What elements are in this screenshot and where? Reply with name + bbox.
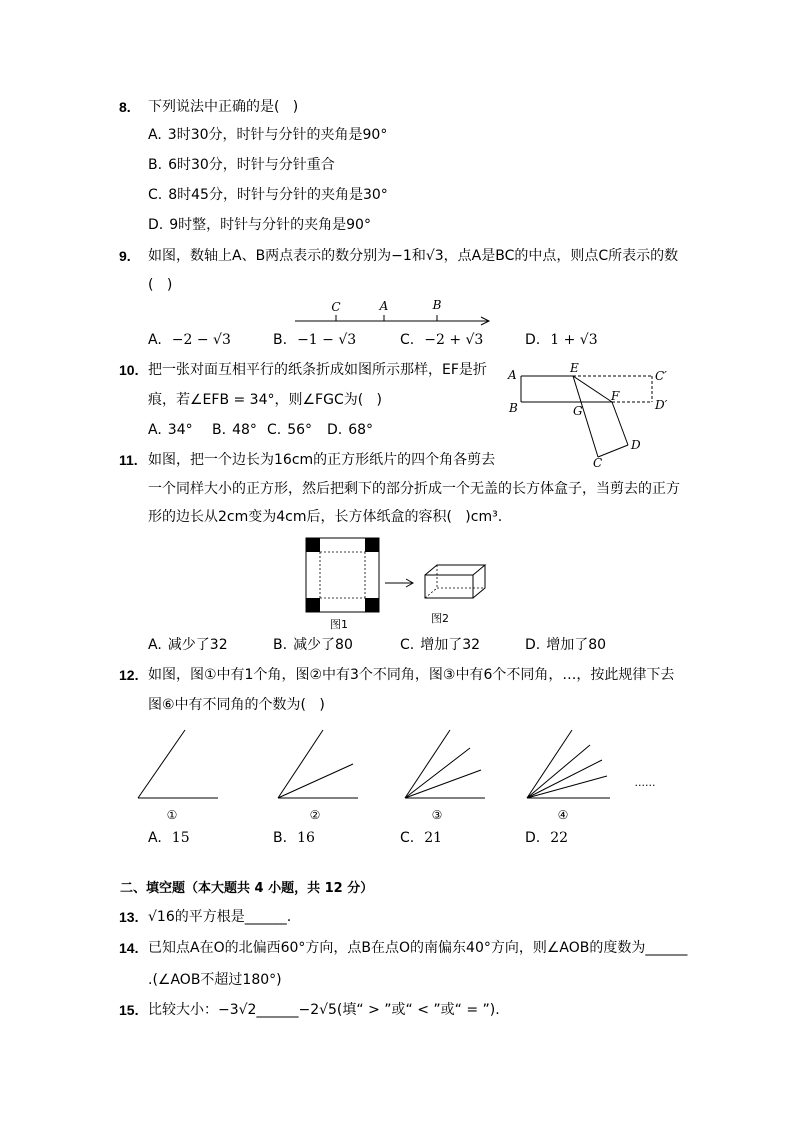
q11-stem-line1: 如图，把一个边长为16cm的正方形纸片的四个角各剪去 [148, 452, 496, 468]
option-text: −2 + √3 [424, 332, 484, 348]
option-letter: C. [267, 422, 282, 438]
option-letter: D. [525, 830, 541, 846]
option-text: 3时30分，时针与分针的夹角是90° [167, 127, 388, 143]
q13-stem: √16的平方根是______. [148, 909, 292, 925]
q12-stem-line2: 图⑥中有不同角的个数为( ) [148, 697, 325, 713]
q10-option-d [327, 422, 373, 438]
q8-option-d [148, 217, 371, 233]
option-letter: C. [400, 637, 415, 653]
label-g: G [573, 404, 583, 418]
option-text: 68° [348, 422, 374, 438]
option-letter: C. [400, 830, 415, 846]
open-box [425, 565, 485, 598]
q12-option-a [148, 830, 190, 846]
option-text: 21 [424, 830, 443, 846]
edge-c-d [598, 445, 628, 457]
q12-option-d [525, 830, 568, 846]
option-letter: A. [148, 332, 162, 348]
crease-e-f [573, 376, 612, 402]
q9-option-d [525, 332, 598, 348]
option-text: 16 [297, 830, 315, 846]
option-letter: A. [148, 127, 162, 143]
label-a: A [508, 368, 517, 382]
q10-option-a [148, 422, 193, 438]
label-c: C [593, 456, 603, 470]
option-text: 15 [171, 830, 190, 846]
corner-square-bottom-left [306, 598, 320, 612]
angle-figure-3 [405, 730, 485, 798]
figure-label-4: ④ [557, 808, 569, 822]
caption-figure-2: 图2 [431, 612, 449, 625]
q9-stem-line2: ( ) [148, 277, 173, 293]
q10-stem-line2: 痕，若∠EFB = 34°，则∠FGC为( ) [148, 392, 383, 408]
angle-figure-2 [278, 730, 358, 798]
figure-label-1: ① [166, 808, 178, 822]
q8-option-a [148, 127, 387, 143]
option-text: 8时45分，时针与分针的夹角是30° [168, 187, 388, 203]
option-letter: D. [148, 217, 164, 233]
option-text: −1 − √3 [297, 332, 357, 348]
ellipsis: ...... [634, 776, 656, 789]
q12-stem-line1: 如图，图①中有1个角，图②中有3个不同角，图③中有6个不同角，…，按此规律下去 [148, 667, 675, 683]
corner-square-bottom-right [365, 598, 379, 612]
q14-stem-line1: 已知点A在O的北偏西60°方向，点B在点O的南偏东40°方向，则∠AOB的度数为______ [148, 940, 688, 956]
corner-square-top-left [306, 538, 320, 552]
angle-figure-1 [138, 730, 218, 798]
q13-number: 13. [119, 909, 139, 925]
option-letter: B. [273, 830, 288, 846]
q10-number: 10. [119, 362, 139, 378]
q9-option-a [148, 332, 231, 348]
q10-folded-strip-figure [500, 360, 675, 472]
figure-label-3: ③ [431, 808, 443, 822]
option-text: 34° [167, 422, 193, 438]
edge-f-d [612, 402, 628, 445]
label-c-prime: C′ [655, 369, 667, 383]
q9-option-b [273, 332, 356, 348]
figure-label-2: ② [309, 808, 321, 822]
option-text: −2 − √3 [171, 332, 231, 348]
label-b: B [432, 298, 442, 312]
q11-stem-line2: 一个同样大小的正方形，然后把剩下的部分折成一个无盖的长方体盒子，当剪去的正方 [148, 481, 680, 497]
box-hidden-edges [425, 565, 485, 598]
q8-number: 8. [119, 99, 131, 115]
option-text: 增加了80 [546, 637, 607, 653]
option-text: 增加了32 [420, 637, 481, 653]
option-letter: B. [273, 332, 288, 348]
option-letter: C. [148, 187, 163, 203]
q8-option-c [148, 187, 388, 203]
option-letter: A. [148, 830, 162, 846]
option-text: 减少了80 [293, 637, 353, 653]
q11-option-c [400, 637, 480, 653]
label-d-prime: D′ [655, 398, 668, 412]
label-a: A [379, 299, 389, 313]
option-text: 48° [232, 422, 257, 438]
option-text: 减少了32 [167, 637, 228, 653]
option-letter: D. [327, 422, 343, 438]
q9-number: 9. [119, 248, 131, 264]
q12-angle-figures [130, 722, 670, 826]
option-letter: B. [273, 637, 288, 653]
q14-number: 14. [119, 940, 139, 956]
q11-option-b [273, 637, 353, 653]
option-text: 22 [550, 830, 569, 846]
option-letter: D. [525, 637, 541, 653]
q11-option-a [148, 637, 228, 653]
label-f: F [611, 389, 620, 403]
option-text: 1 + √3 [550, 332, 598, 348]
label-d: D [631, 438, 641, 452]
q11-box-figures [300, 533, 495, 633]
q12-option-c [400, 830, 442, 846]
option-letter: B. [148, 157, 163, 173]
q11-option-d [525, 637, 606, 653]
q10-option-c [267, 422, 312, 438]
q15-number: 15. [119, 1002, 139, 1018]
q12-number: 12. [119, 667, 139, 683]
q8-option-b [148, 157, 335, 173]
option-text: 6时30分，时针与分针重合 [168, 157, 335, 173]
q14-stem-line2: .(∠AOB不超过180°) [148, 972, 282, 988]
corner-square-top-right [365, 538, 379, 552]
caption-figure-1: 图1 [330, 618, 348, 631]
q9-stem-line1: 如图，数轴上A、B两点表示的数分别为−1和√3，点A是BC的中点，则点C所表示的数 [148, 248, 679, 264]
q9-number-line-figure [290, 296, 500, 328]
q12-option-b [273, 830, 315, 846]
option-text: 9时整，时针与分针的夹角是90° [169, 217, 371, 233]
option-letter: D. [525, 332, 541, 348]
option-letter: C. [400, 332, 415, 348]
label-b: B [509, 401, 518, 415]
q11-number: 11. [119, 452, 138, 468]
q11-stem-line3: 形的边长从2cm变为4cm后，长方体纸盒的容积( )cm³. [148, 509, 503, 525]
label-e: E [570, 361, 579, 375]
angle-figure-4 [527, 730, 610, 798]
option-letter: A. [148, 637, 162, 653]
option-text: 56° [287, 422, 313, 438]
section-heading-fill-in: 二、填空题（本大题共 4 小题，共 12 分） [120, 881, 374, 896]
q8-stem: 下列说法中正确的是( ) [148, 99, 299, 115]
q15-stem: 比较大小：−3√2______−2√5(填“ > ”或“ < ”或“ = ”). [148, 1002, 500, 1018]
option-letter: A. [148, 422, 162, 438]
q9-option-c [400, 332, 483, 348]
option-letter: B. [212, 422, 227, 438]
label-c: C [331, 300, 341, 314]
q10-stem-line1: 把一张对面互相平行的纸条折成如图所示那样，EF是折 [148, 362, 487, 378]
q10-option-b [212, 422, 257, 438]
